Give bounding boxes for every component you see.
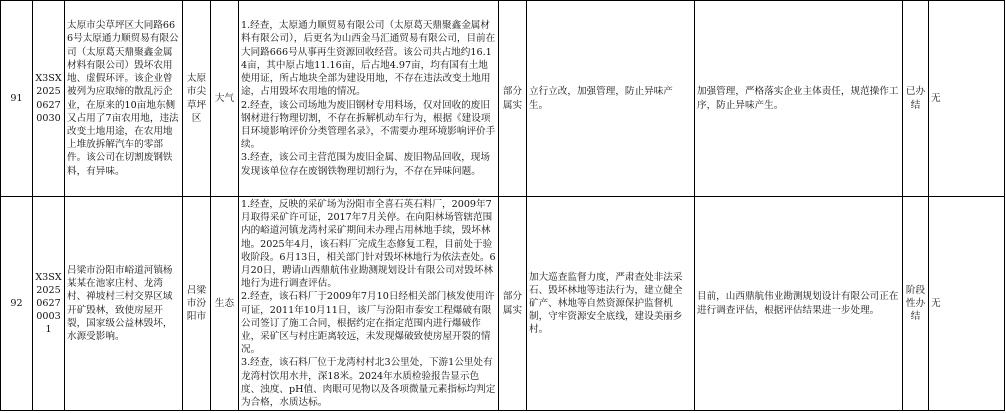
- accountability-handling: 加强管理，严格落实企业主体责任，规范操作工序，防止异味产生。: [695, 1, 903, 197]
- investigation-findings: [239, 197, 499, 411]
- finding-paragraph: 1.经查，反映的采矿场为汾阳市全喜石英石料厂，2009年7月取得采矿许可证，2017年7月关停。在向阳林场管辖范围内的峪道河镇龙湾村采矿期间未办理占用林地手续，毁坏林地。2025年4月，该石料厂完成生态修复工程，目前处于验收阶段。6月13日，相关部门针对毁坏林地行为依法查处。6月20日，聘请山西鼎航伟业勘测规划设计有限公司对毁坏林地行为进行调查评估。: [241, 199, 496, 290]
- finding-paragraph: 3.经查，该公司主营范围为废旧金属、废旧物品回收，现场发现该单位存在废钢铁物理切割行为，不存在异味问题。: [241, 152, 490, 177]
- case-code: X3SX202506270030: [33, 1, 65, 197]
- case-code: X3SX2025062700031: [33, 197, 65, 411]
- administrative-area: 太原市尖草坪区: [183, 1, 211, 197]
- investigation-findings: [239, 1, 499, 197]
- report-content: 太原市尖草坪区大同路666号太原通力顺贸易有限公司（太原葛天鼎聚鑫金属材料有限公司）毁坏农用地、虚假环评。该企业曾被列为应取缔的散乱污企业，在原来的10亩地东侧又占用了7亩农用地，违法改变土地用途，在农用地上堆放拆解汽车的零部件。该公司在切割废钢铁料，有异味。: [65, 1, 183, 197]
- administrative-area: 吕梁市汾阳市: [183, 197, 211, 411]
- completion-status: 已办结: [903, 1, 929, 197]
- rectification-measures: 立行立改，加强管理，防止异味产生。: [527, 1, 695, 197]
- table-row: [1, 1, 1005, 197]
- report-content: 吕梁市汾阳市峪道河镇杨某某在池家庄村、龙湾村、禅坡村三村交界区域开矿毁林，致使房屋开裂，国家级公益林毁坏，水源受影响。: [65, 197, 183, 411]
- finding-paragraph: 3.经查，该石料厂位于龙湾村村北3公里处，下游1公里处有龙湾村饮用水井，深18米。2024年水质检验报告显示色度、浊度、pH值、肉眼可见物以及各项微量元素指标均判定为合格，水质达标。: [241, 357, 496, 409]
- remark: 无: [929, 197, 1005, 411]
- remark: 无: [929, 1, 1005, 197]
- completion-status: 阶段性办结: [903, 197, 929, 411]
- finding-paragraph: 2.经查，该公司场地为废旧钢材专用料场，仅对回收的废旧钢材进行物理切割，不存在拆解机动车行为，根据《建设项目环境影响评价分类管理名录》，不需要办理环境影响评价手续。: [241, 99, 496, 151]
- row-index: 91: [1, 1, 33, 197]
- row-index: 92: [1, 197, 33, 411]
- verification-result: 部分属实: [499, 1, 527, 197]
- pollution-type: 大气: [211, 1, 239, 197]
- verification-result: 部分属实: [499, 197, 527, 411]
- table-row: [1, 197, 1005, 411]
- accountability-handling: 目前，山西鼎航伟业勘测规划设计有限公司正在进行调查评估，根据评估结果进一步处理。: [695, 197, 903, 411]
- rectification-measures: 加大巡查监督力度，严肃查处非法采石、毁坏林地等违法行为，建立健全矿产、林地等自然资源保护监督机制，守牢资源安全底线，建设美丽乡村。: [527, 197, 695, 411]
- pollution-type: 生态: [211, 197, 239, 411]
- finding-paragraph: 1.经查，太原通力顺贸易有限公司（太原葛天鼎聚鑫金属材料有限公司），后更名为山西金马汇通贸易有限公司，目前在大同路666号从事再生资源回收经营。该公司共占地约16.14亩，其中原占地11.16亩，后占地4.97亩，均有国有土地使用证，所占地块全部为建设用地，不存在违法改变土地用途，占用毁坏农用地的情况。: [241, 20, 496, 98]
- finding-paragraph: 2.经查，该石料厂于2009年7月10日经相关部门核发使用许可证，2011年10月11日，该厂与汾阳市泰安工程爆破有限公司签订了施工合同，根据约定在指定范围内进行爆破作业，采矿区与村庄距离较远，未发现爆破致使房屋开裂的情况。: [241, 291, 495, 356]
